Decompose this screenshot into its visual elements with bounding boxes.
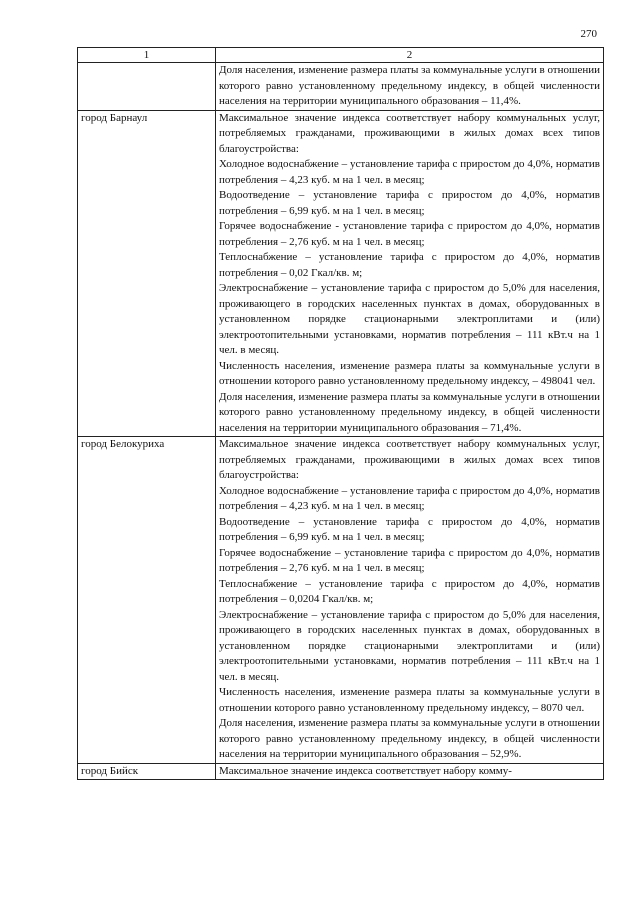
table-row [78,763,604,780]
description-paragraph: Холодное водоснабжение – установление тарифа с приростом до 4,0%, норматив потребления – 4,23 куб. м на 1 чел. в месяц; [219,484,600,512]
description-paragraph: Холодное водоснабжение – установление тарифа с приростом до 4,0%, норматив потребления – 4,23 куб. м на 1 чел. в месяц; [219,158,600,186]
description-paragraph: Доля населения, изменение размера платы за коммунальные услуги в отношении которого равно установленному предельному индексу, в общей численности населения на территории муниципального образования – 52,9%. [219,717,600,760]
description-paragraph: Электроснабжение – установление тарифа с приростом до 5,0% для населения, проживающего в городских населенных пунктах в домах, оборудованных в установленном порядке стационарными электроплитами и (или) электроотопительными установками, норматив потребления – 111 кВт.ч на 1 чел. в месяц. [219,608,600,683]
description-cell [216,437,604,764]
municipality-cell [78,63,216,111]
description-paragraph: Численность населения, изменение размера платы за коммунальные услуги в отношении которого равно установленному предельному индексу, – 498041 чел. [219,359,600,387]
description-paragraph: Горячее водоснабжение – установление тарифа с приростом до 4,0%, норматив потребления – 2,76 куб. м на 1 чел. в месяц; [219,546,600,574]
column-header-2: 2 [216,48,604,63]
table-row [78,110,604,437]
table-row [78,437,604,764]
table-header-row [78,48,604,63]
description-cell [216,63,604,111]
description-paragraph: Доля населения, изменение размера платы за коммунальные услуги в отношении которого равно установленному предельному индексу, в общей численности населения на территории муниципального образования – 11,4%. [219,64,600,107]
description-paragraph: Численность населения, изменение размера платы за коммунальные услуги в отношении которого равно установленному предельному индексу, – 8070 чел. [219,686,600,714]
description-paragraph: Горячее водоснабжение - установление тарифа с приростом до 4,0%, норматив потребления – 2,76 куб. м на 1 чел. в месяц; [219,220,600,248]
municipality-cell: город Белокуриха [78,437,216,764]
municipality-cell: город Бийск [78,763,216,780]
description-paragraph: Теплоснабжение – установление тарифа с приростом до 4,0%, норматив потребления – 0,0204 Гкал/кв. м; [219,577,600,605]
tariff-table [77,47,604,780]
description-paragraph: Электроснабжение – установление тарифа с приростом до 5,0% для населения, проживающего в городских населенных пунктах в домах, оборудованных в установленном порядке стационарными электроплитами и (или) электроотопительными установками, норматив потребления – 111 кВт.ч на 1 чел. в месяц. [219,282,600,356]
table-body [78,63,604,780]
column-header-1: 1 [78,48,216,63]
description-paragraph: Максимальное значение индекса соответствует набору коммунальных услуг, потребляемых гражданами, проживающими в жилых домах всех типов благоустройства: [219,438,600,481]
page-number: 270 [580,28,597,40]
description-cell [216,110,604,437]
description-paragraph: Максимальное значение индекса соответствует набору коммунальных услуг, потребляемых гражданами, проживающими в жилых домах всех типов благоустройства: [219,111,600,155]
description-paragraph: Теплоснабжение – установление тарифа с приростом до 4,0%, норматив потребления – 0,02 Гкал/кв. м; [219,251,600,279]
description-cell [216,763,604,780]
description-paragraph: Максимальное значение индекса соответствует набору комму- [219,764,512,777]
description-paragraph: Водоотведение – установление тарифа с приростом до 4,0%, норматив потребления – 6,99 куб. м на 1 чел. в месяц; [219,189,600,217]
description-paragraph: Водоотведение – установление тарифа с приростом до 4,0%, норматив потребления – 6,99 куб. м на 1 чел. в месяц; [219,515,600,543]
table-row [78,63,604,111]
description-paragraph: Доля населения, изменение размера платы за коммунальные услуги в отношении которого равно установленному предельному индексу, в общей численности населения на территории муниципального образования – 71,4%. [219,390,600,434]
municipality-cell: город Барнаул [78,110,216,437]
